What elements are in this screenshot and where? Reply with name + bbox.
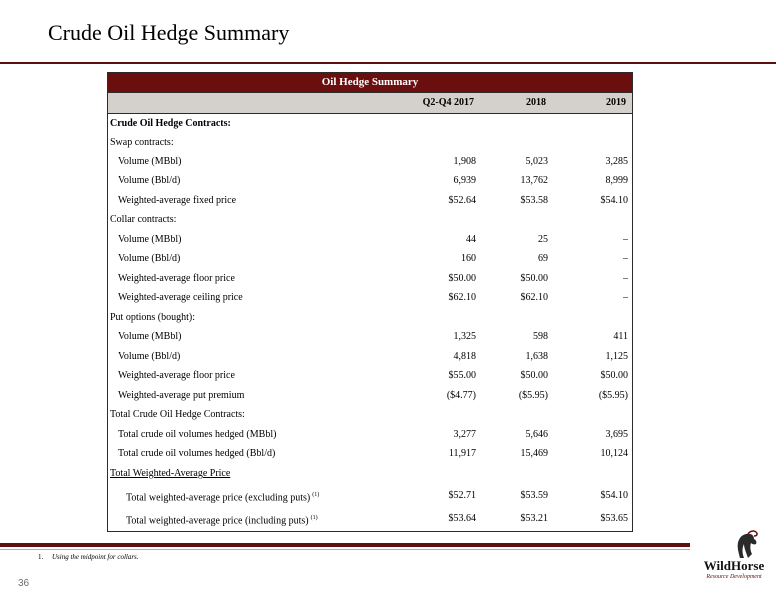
cell-value: 11,917	[448, 448, 476, 459]
table-row	[108, 405, 632, 424]
row-label: Volume (Bbl/d)	[118, 253, 181, 264]
cell-value: 6,939	[453, 175, 476, 186]
row-label: Total crude oil volumes hedged (MBbl)	[118, 429, 277, 440]
column-header-row	[107, 92, 633, 114]
table-row	[108, 114, 632, 133]
footnote-text: Using the midpoint for collars.	[52, 553, 139, 561]
cell-value: 411	[613, 331, 628, 342]
cell-value: 4,818	[453, 351, 476, 362]
cell-value: –	[623, 292, 628, 303]
row-label: Total Weighted-Average Price	[110, 468, 231, 479]
table-row	[108, 386, 632, 405]
cell-value: 13,762	[520, 175, 548, 186]
table-row	[108, 133, 632, 152]
cell-value: $53.59	[520, 490, 548, 501]
footer-divider	[0, 543, 690, 547]
table-row	[108, 308, 632, 327]
cell-value: $50.00	[520, 370, 548, 381]
cell-value: –	[623, 253, 628, 264]
cell-value: ($5.95)	[598, 390, 628, 401]
table-row	[108, 347, 632, 366]
row-label: Volume (MBbl)	[118, 234, 182, 245]
table-row	[108, 366, 632, 385]
cell-value: 3,695	[605, 429, 628, 440]
footer-divider-thin	[0, 549, 690, 550]
cell-value: $52.71	[448, 490, 476, 501]
row-label: Total crude oil volumes hedged (Bbl/d)	[118, 448, 276, 459]
row-label: Swap contracts:	[110, 137, 174, 148]
table-row	[108, 464, 632, 483]
footnote-marker: (1)	[312, 492, 320, 498]
table-row	[108, 327, 632, 346]
column-header-2018: 2018	[526, 97, 546, 108]
cell-value: $50.00	[520, 273, 548, 284]
page-number: 36	[18, 578, 30, 589]
cell-value: $54.10	[600, 490, 628, 501]
logo-name: WildHorse	[703, 558, 765, 573]
row-label: Volume (Bbl/d)	[118, 351, 181, 362]
row-label: Total Crude Oil Hedge Contracts:	[110, 409, 245, 420]
row-label: Volume (MBbl)	[118, 156, 182, 167]
table-row	[108, 288, 632, 307]
cell-value: 1,908	[453, 156, 476, 167]
cell-value: 44	[466, 234, 476, 245]
row-label: Weighted-average ceiling price	[118, 292, 243, 303]
table-row	[108, 171, 632, 190]
cell-value: –	[623, 273, 628, 284]
cell-value: ($4.77)	[446, 390, 476, 401]
row-label: Crude Oil Hedge Contracts:	[110, 118, 231, 129]
cell-value: $53.64	[448, 513, 476, 524]
table-row	[108, 210, 632, 229]
table-row	[108, 425, 632, 444]
row-label-text: Total weighted-average price (excluding puts)	[126, 492, 311, 504]
row-label: Volume (MBbl)	[118, 331, 182, 342]
horse-icon	[696, 530, 772, 560]
hedge-summary-table	[107, 72, 633, 532]
row-label-text: Total weighted-average price (including puts)	[126, 515, 309, 527]
cell-value: 69	[538, 253, 548, 264]
cell-value: 598	[533, 331, 548, 342]
cell-value: 3,285	[605, 156, 628, 167]
row-label: Weighted-average fixed price	[118, 195, 237, 206]
column-header-q2-q4-2017: Q2-Q4 2017	[422, 97, 474, 108]
cell-value: ($5.95)	[518, 390, 548, 401]
cell-value: 1,638	[525, 351, 548, 362]
cell-value: 10,124	[600, 448, 628, 459]
table-title: Oil Hedge Summary	[107, 72, 633, 92]
cell-value: $53.21	[520, 513, 548, 524]
cell-value: 15,469	[520, 448, 548, 459]
footnote-marker: (1)	[310, 515, 318, 521]
cell-value: $54.10	[600, 195, 628, 206]
row-label: Weighted-average floor price	[118, 273, 235, 284]
row-label: Volume (Bbl/d)	[118, 175, 181, 186]
table-row	[108, 269, 632, 288]
table-row	[108, 444, 632, 463]
column-header-2019: 2019	[606, 97, 626, 108]
company-logo	[696, 530, 772, 588]
table-row	[108, 152, 632, 171]
cell-value: 1,325	[453, 331, 476, 342]
table-body	[107, 114, 633, 532]
cell-value: $53.58	[520, 195, 548, 206]
row-label: Put options (bought):	[110, 312, 196, 323]
row-label: Weighted-average put premium	[118, 390, 245, 401]
cell-value: 5,023	[525, 156, 548, 167]
row-label: Collar contracts:	[110, 214, 177, 225]
cell-value: $62.10	[520, 292, 548, 303]
logo-tagline: Resource Development	[706, 574, 762, 580]
cell-value: $55.00	[448, 370, 476, 381]
cell-value: $53.65	[600, 513, 628, 524]
footnote	[38, 553, 139, 561]
cell-value: $50.00	[448, 273, 476, 284]
table-row	[108, 230, 632, 249]
table-row	[108, 249, 632, 268]
cell-value: 1,125	[605, 351, 628, 362]
row-label	[126, 509, 318, 530]
cell-value: 3,277	[453, 429, 476, 440]
row-label	[126, 486, 319, 507]
table-row	[108, 509, 632, 528]
cell-value: $50.00	[600, 370, 628, 381]
title-divider	[0, 62, 776, 64]
cell-value: $62.10	[448, 292, 476, 303]
table-row	[108, 486, 632, 505]
cell-value: 160	[461, 253, 476, 264]
footnote-number: 1.	[38, 553, 44, 561]
cell-value: 25	[538, 234, 548, 245]
cell-value: 8,999	[605, 175, 628, 186]
cell-value: 5,646	[525, 429, 548, 440]
row-label: Weighted-average floor price	[118, 370, 235, 381]
cell-value: $52.64	[448, 195, 476, 206]
page-title: Crude Oil Hedge Summary	[48, 20, 290, 45]
table-row	[108, 191, 632, 210]
cell-value: –	[623, 234, 628, 245]
